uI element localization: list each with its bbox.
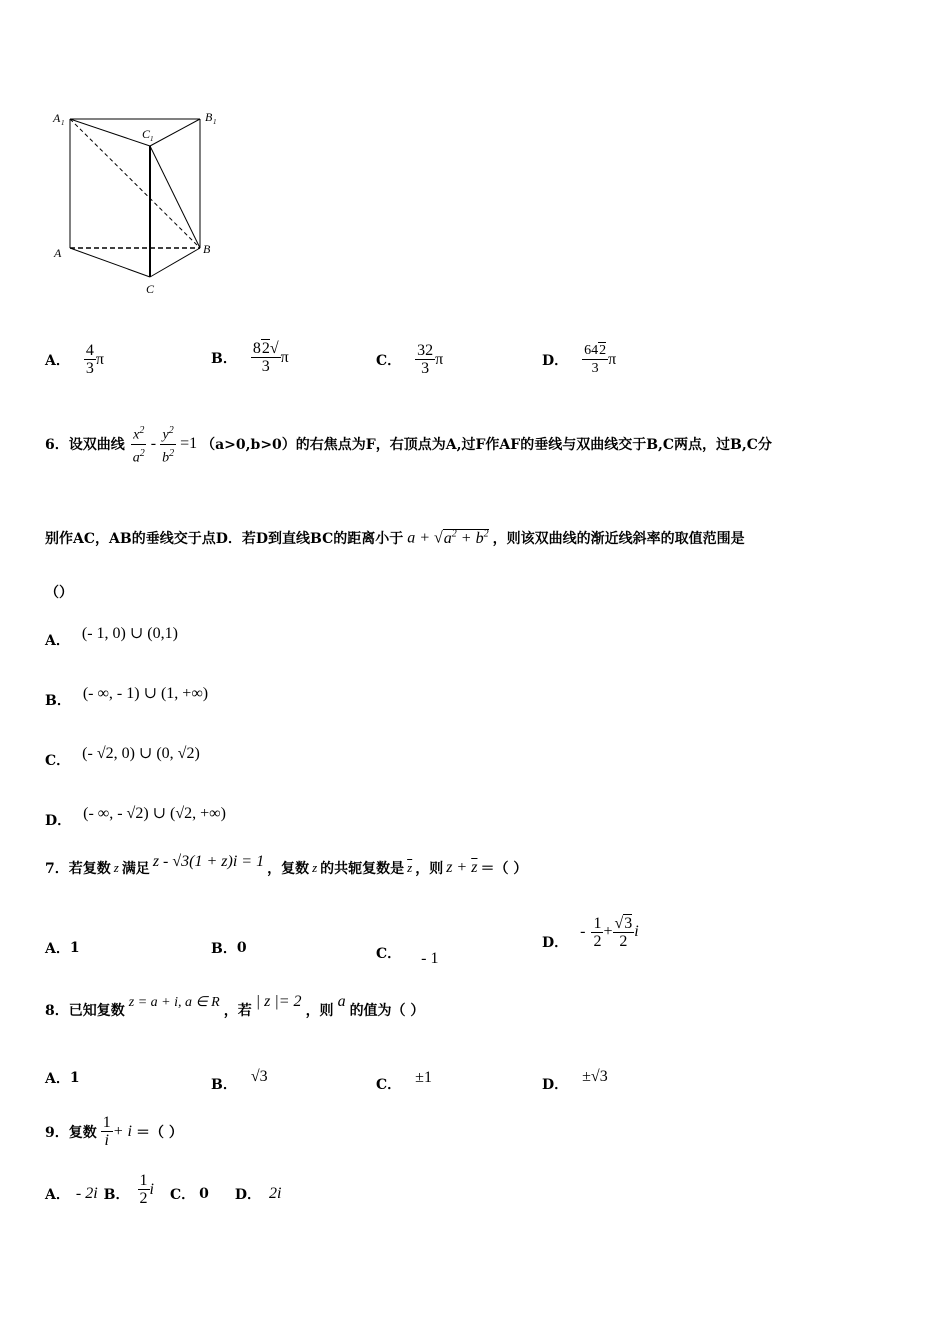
q7-option-a[interactable]: A． 1 <box>45 940 80 957</box>
svg-text:1: 1 <box>213 118 217 126</box>
prism-figure <box>45 105 235 300</box>
q8-option-d[interactable]: D． ±√3 <box>542 1068 608 1093</box>
q6-line2: 别作AC，AB的垂线交于点D．若D到直线BC的距离小于 $a + √a^2 + b^2$ ，则该双曲线的渐近线斜率的取值范围是 <box>45 528 745 547</box>
q6-paren: （） <box>45 585 73 601</box>
q9-option-a[interactable]: A． <box>45 1186 70 1203</box>
label-a1: A <box>53 111 61 125</box>
q8-option-a[interactable]: A． 1 <box>45 1070 80 1087</box>
q7-option-d[interactable]: D． - $\frac{1}{2}$ + $\frac{√3}{2}$ i <box>542 914 639 951</box>
q6-line1: 6． 设双曲线 $\frac{x^2}{a^2}$ - $\frac{y^2}{b^2}$ =1 （a>0,b>0）的右焦点为F，右顶点为A,过F作AF的垂线与双曲线交于B,C两点，过B,C分 <box>45 422 772 466</box>
q7-option-c[interactable]: C． - 1 <box>376 946 439 967</box>
q9-option-c[interactable]: C． <box>169 1186 196 1203</box>
label-b: B <box>203 242 211 256</box>
q8-stem: 8． 已知复数 z = a + i, a ∈ R ，若 | z |= 2 ，则 a 的值为（ ） <box>45 993 425 1019</box>
q9-option-b[interactable]: B． <box>103 1186 130 1203</box>
svg-text:1: 1 <box>150 135 154 143</box>
q9-options: A． - 2i B． $\frac{1}{2}$ i C． 0 D． 2i <box>45 1172 282 1207</box>
q5-option-a[interactable]: A． $\frac{4}{3}$ π <box>45 342 104 377</box>
q6-option-b[interactable]: B． (- ∞, - 1) ∪ (1, +∞) <box>45 685 209 709</box>
q5-option-c[interactable]: C． $\frac{32}{3}$ π <box>376 342 444 377</box>
q6-option-d[interactable]: D． (- ∞, - √2) ∪ (√2, +∞) <box>45 805 226 829</box>
q9-option-d[interactable]: D． <box>234 1186 261 1203</box>
q6-option-c[interactable]: C． (- √2, 0) ∪ (0, √2) <box>45 745 200 769</box>
q7-option-b[interactable]: B． 0 <box>211 940 247 957</box>
label-c1: C <box>142 127 151 141</box>
q5-option-b[interactable]: B． $\frac{82√}{3}$ π <box>211 340 289 375</box>
q8-option-c[interactable]: C． ±1 <box>376 1069 432 1093</box>
q9-stem: 9． 复数 $\frac{1}{i}$ + i ＝（ ） <box>45 1114 183 1149</box>
q6-option-a[interactable]: A． (- 1, 0) ∪ (0,1) <box>45 625 178 649</box>
q5-option-d[interactable]: D． $\frac{642}{3}$ π <box>542 343 617 376</box>
label-b1: B <box>205 110 213 124</box>
svg-text:1: 1 <box>61 119 65 127</box>
label-c: C <box>146 282 155 296</box>
q7-stem: 7． 若复数 z 满足 z - √3(1 + z)i = 1 ，复数 z 的共轭复数是 $\overline{z}$ ，则 $z + \overline{z}$ ＝（ ） <box>45 853 528 877</box>
q8-option-b[interactable]: B． √3 <box>211 1068 268 1093</box>
label-a: A <box>54 246 62 260</box>
